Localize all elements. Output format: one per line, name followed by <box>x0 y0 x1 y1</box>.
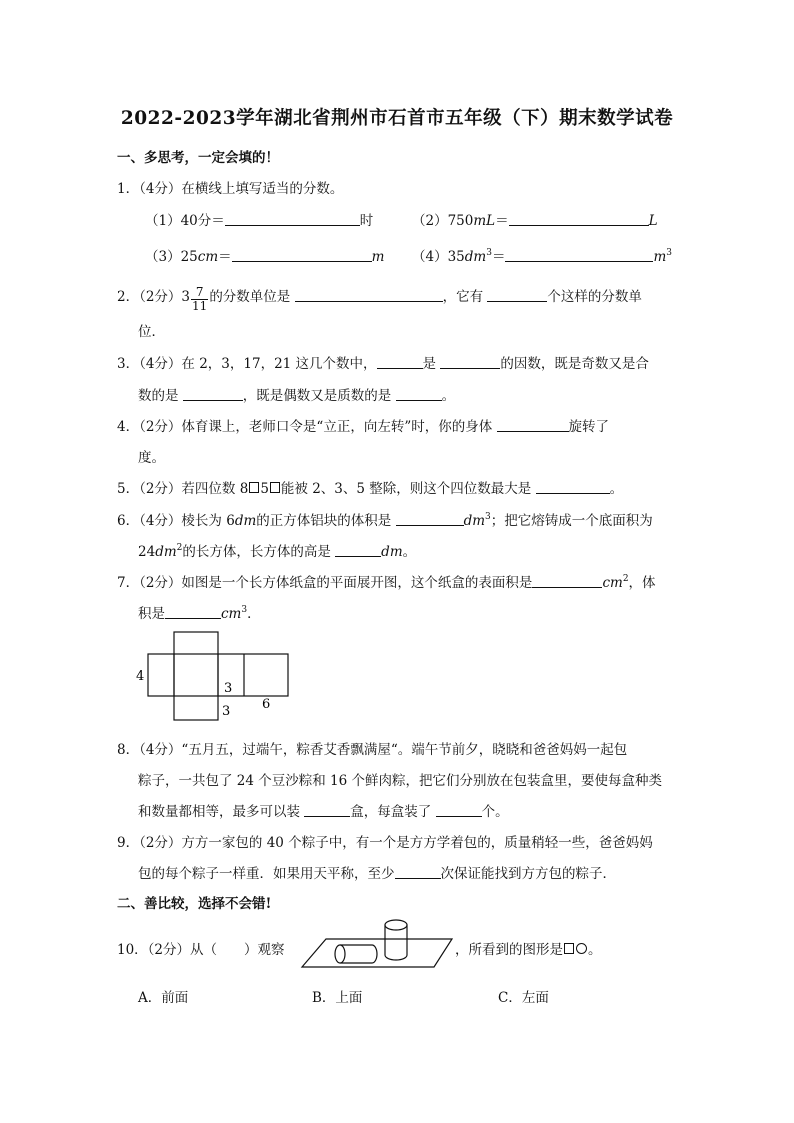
answer-blank[interactable] <box>436 803 482 817</box>
answer-blank[interactable] <box>165 605 221 619</box>
question-2-line-1: 2．（2分）3 $\frac{7}{11}$ 的分数单位是 ，它有 个这样的分数单 <box>117 285 642 313</box>
net-column <box>174 632 218 720</box>
answer-blank[interactable] <box>509 212 649 226</box>
answer-blank[interactable] <box>377 355 423 369</box>
answer-blank[interactable] <box>183 387 243 401</box>
answer-blank[interactable] <box>295 288 443 302</box>
answer-blank[interactable] <box>497 418 569 432</box>
answer-blank[interactable] <box>487 288 547 302</box>
option-c[interactable]: C．左面 <box>498 990 549 1006</box>
question-7-line-1: 7．（2分）如图是一个长方体纸盒的平面展开图，这个纸盒的表面积是 $cm^2$，体 <box>117 574 656 591</box>
lying-cylinder-end <box>335 945 345 963</box>
question-1-part-1: （1）40分＝ 时 <box>145 213 374 229</box>
question-2-line-2: 位． <box>138 324 165 340</box>
question-1-part-4: $(4)35dm^3= m^3$ <box>412 248 673 265</box>
net-label-6: 6 <box>262 697 271 712</box>
question-5: 5．（2分）若四位数 8 5 能被 2、3、5 整除，则这个四位数最大是 。 <box>117 481 624 497</box>
question-3-line-2: 数的是 ，既是偶数又是质数的是 。 <box>138 388 456 404</box>
page-title: 2022-2023学年湖北省荆州市石首市五年级（下）期末数学试卷 <box>120 108 674 129</box>
answer-blank[interactable] <box>395 865 441 879</box>
net-label-3-side: 3 <box>224 681 233 696</box>
digit-box <box>249 482 259 493</box>
question-6-line-2: $24dm^2$的长方体，长方体的高是 dm。 <box>138 543 417 560</box>
answer-blank[interactable] <box>335 543 381 557</box>
question-10-text-a: 10．（2分）从（ ）观察 <box>117 942 285 958</box>
section-1-heading: 一、多思考，一定会填的！ <box>117 150 279 166</box>
option-b[interactable]: B．上面 <box>312 990 363 1006</box>
answer-blank[interactable] <box>232 248 372 262</box>
question-4-line-2: 度。 <box>138 450 165 466</box>
answer-blank[interactable] <box>304 803 350 817</box>
answer-blank[interactable] <box>505 248 653 262</box>
question-8-line-3: 和数量都相等，最多可以装 盒，每盒装了 个。 <box>138 804 509 820</box>
question-7-line-2: 积是 $cm^3$． <box>138 605 261 622</box>
option-a[interactable]: A．前面 <box>138 990 189 1006</box>
question-10-text-b: ，所看到的图形是 。 <box>455 942 602 958</box>
circle-symbol <box>576 943 587 954</box>
question-1-part-2: （2）750mL＝ L <box>412 213 658 229</box>
answer-blank[interactable] <box>536 480 610 494</box>
section-2-heading: 二、善比较，选择不会错! <box>117 896 272 912</box>
question-3-line-1: 3．（4分）在 2，3，17，21 这几个数中， 是 的因数，既是奇数又是合 <box>117 356 649 372</box>
box-net-diagram <box>136 628 296 724</box>
answer-blank[interactable] <box>396 387 442 401</box>
question-4-line-1: 4．（2分）体育课上，老师口令是“立正，向左转”时，你的身体 旋转了 <box>117 419 610 435</box>
digit-box <box>270 482 280 493</box>
answer-blank[interactable] <box>532 574 602 588</box>
question-1-stem: 1．（4分）在横线上填写适当的分数。 <box>117 181 344 197</box>
answer-blank[interactable] <box>440 355 500 369</box>
cylinders-figure <box>298 915 456 971</box>
question-9-line-1: 9．（2分）方方一家包的 40 个粽子中，有一个是方方学着包的，质量稍轻一些，爸爸妈妈 <box>117 835 653 851</box>
square-symbol <box>564 943 574 954</box>
net-label-4: 4 <box>136 669 145 684</box>
answer-blank[interactable] <box>396 512 464 526</box>
mixed-fraction: $\frac{7}{11}$ <box>192 285 208 313</box>
question-8-line-1: 8．（4分）“五月五，过端午，粽香艾香飘满屋“。端午节前夕，晓晓和爸爸妈妈一起包 <box>117 742 628 758</box>
answer-blank[interactable] <box>225 212 360 226</box>
net-label-3-bottom: 3 <box>222 704 231 719</box>
question-9-line-2: 包的每个粽子一样重．如果用天平称，至少 次保证能找到方方包的粽子． <box>138 866 616 882</box>
question-8-line-2: 粽子，一共包了 24 个豆沙粽和 16 个鲜肉粽，把它们分别放在包装盒里，要使每盒种类 <box>138 773 663 789</box>
question-6-line-1: 6．（4分）棱长为 6dm的正方体铝块的体积是 $dm^3$；把它熔铸成一个底面积为 <box>117 512 653 529</box>
question-1-part-3: （3）25cm＝ m <box>145 249 385 265</box>
upright-cylinder-top <box>385 920 407 930</box>
